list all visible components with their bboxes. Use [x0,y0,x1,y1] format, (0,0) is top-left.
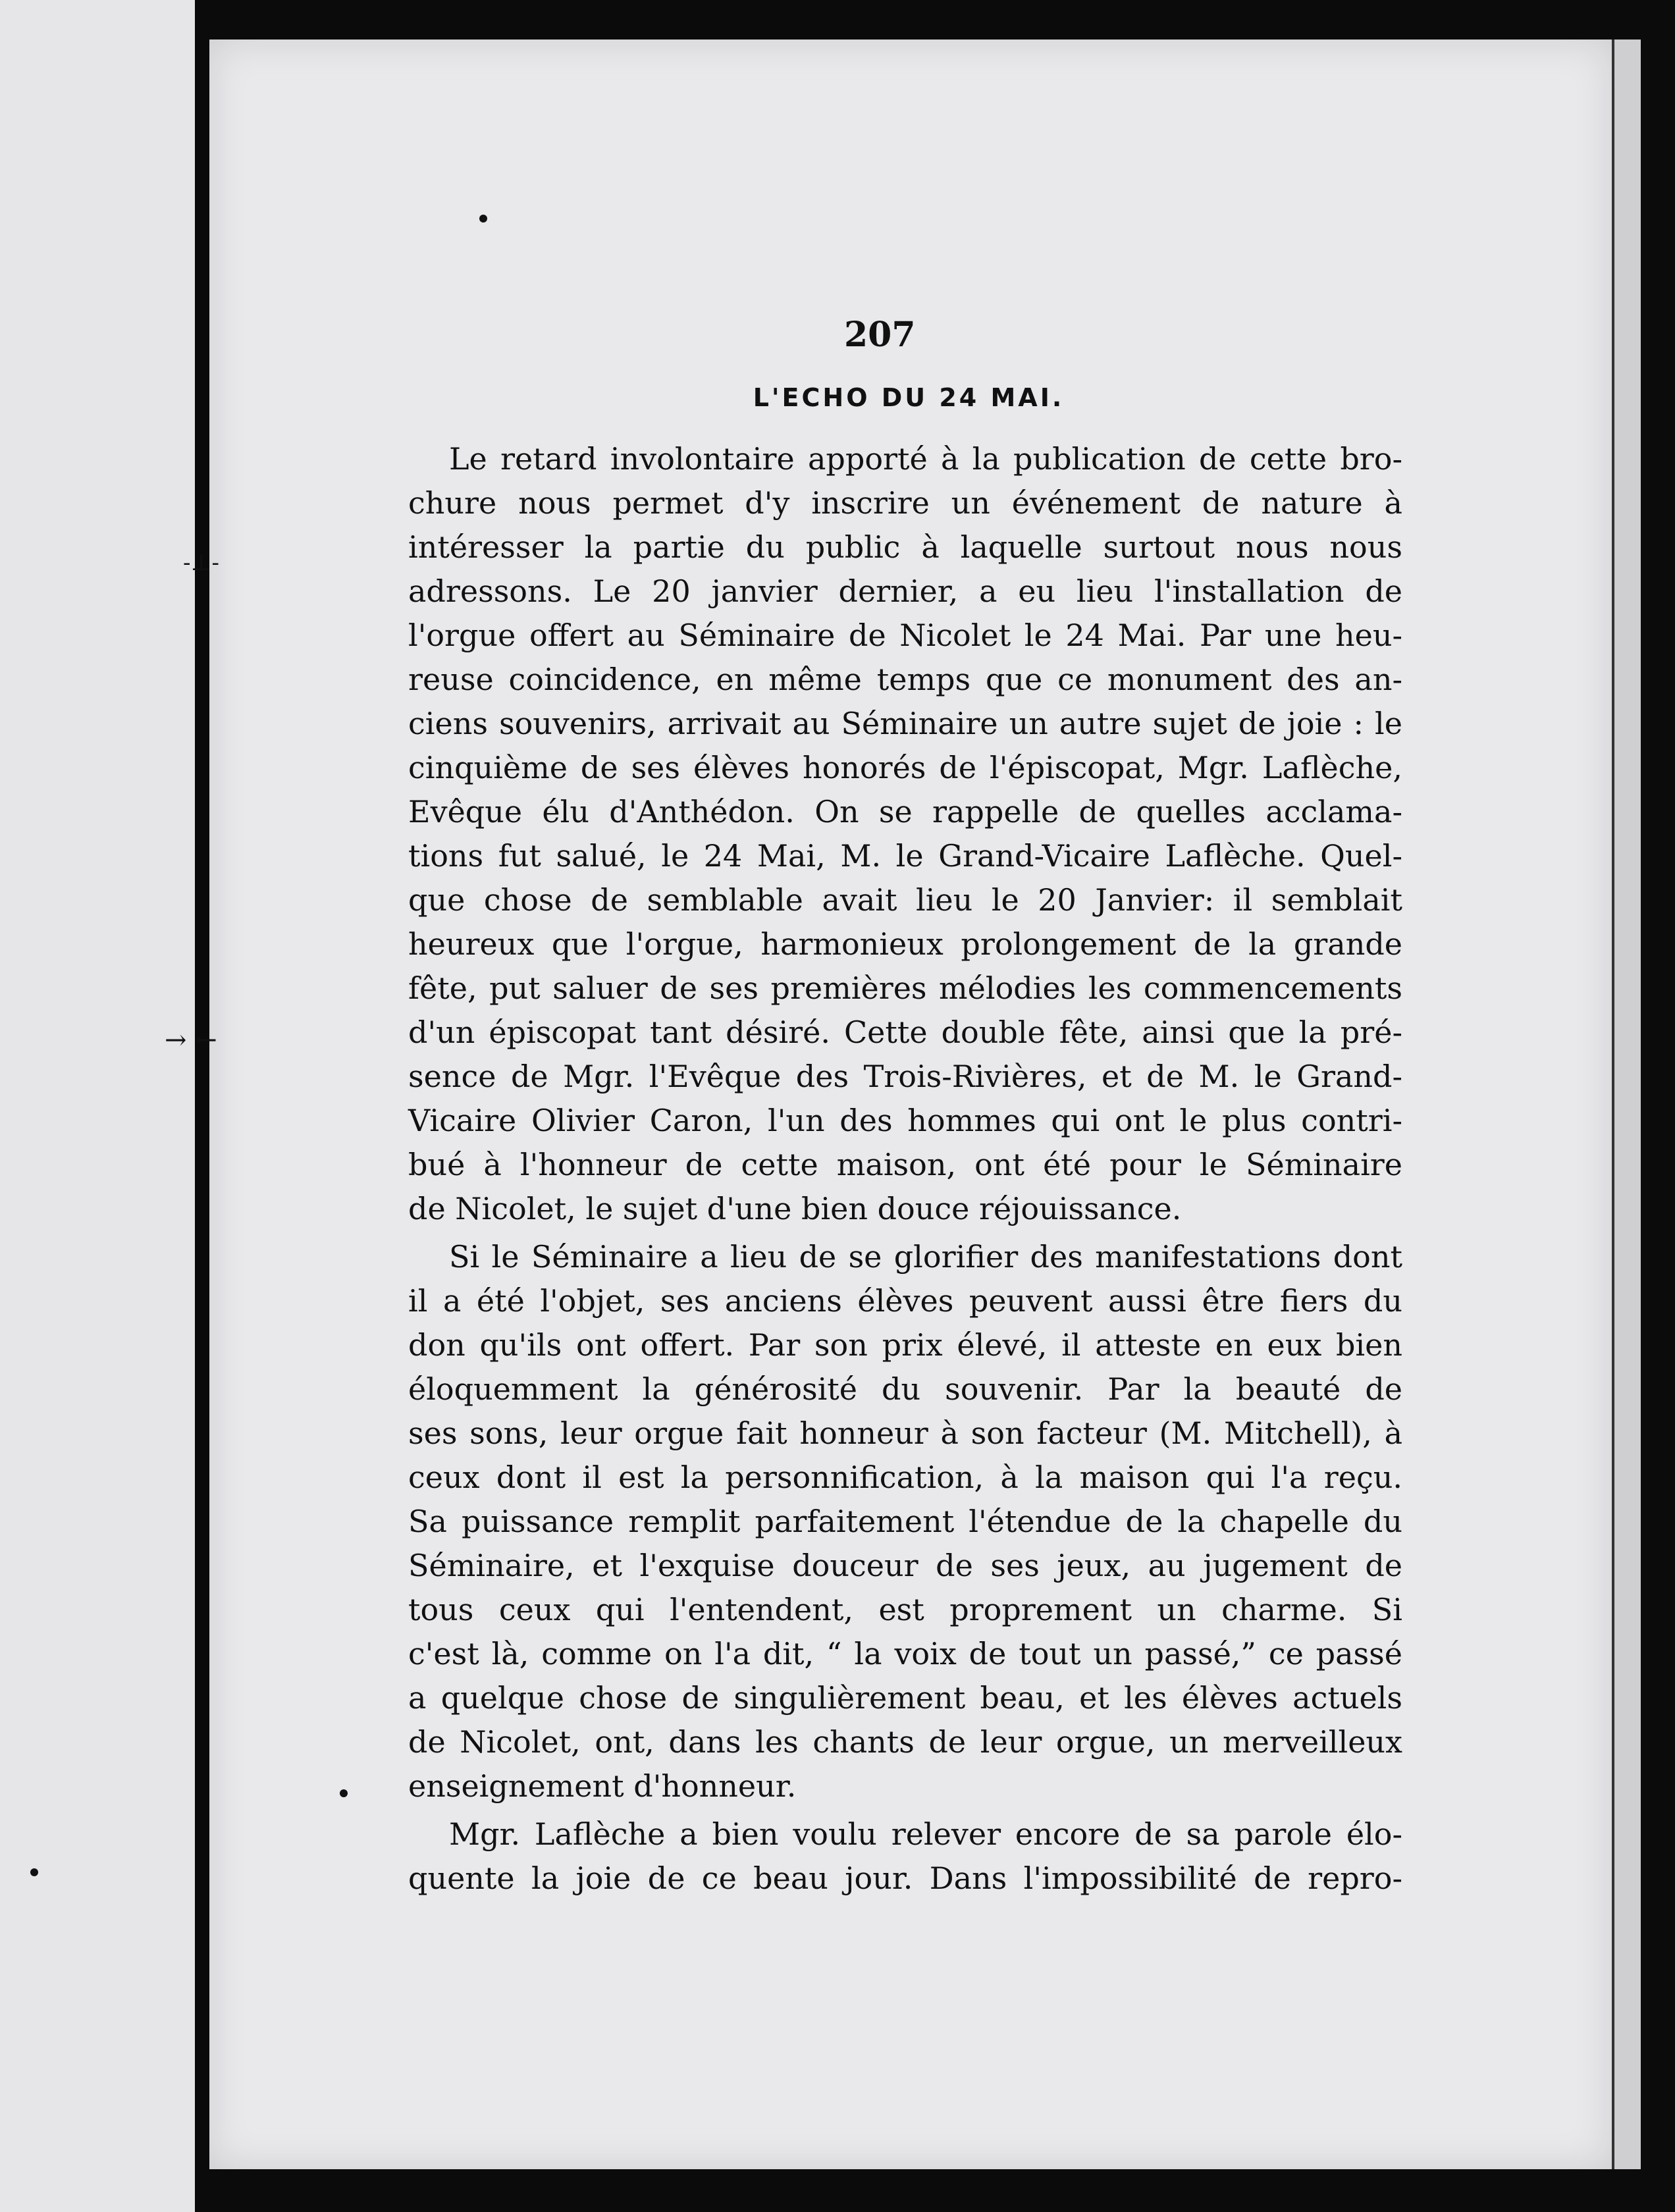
text-line: l'orgue offert au Séminaire de Nicolet le 24 Mai. Par une heu- [408,618,1402,653]
text-line: quente la joie de ce beau jour. Dans l'impossibilité de repro- [408,1860,1402,1896]
text-line: Séminaire, et l'exquise douceur de ses jeux, au jugement de [408,1548,1402,1583]
text-line: cinquième de ses élèves honorés de l'épiscopat, Mgr. Laflèche, [408,750,1402,785]
speck [340,1789,348,1797]
margin-mark-middle: → ← [165,1025,217,1055]
page-right-edge [1612,40,1641,2169]
text-line: il a été l'objet, ses anciens élèves peuvent aussi être fiers du [408,1283,1402,1319]
text-line: intéresser la partie du public à laquelle surtout nous nous [408,529,1402,565]
text-line: ciens souvenirs, arrivait au Séminaire un autre sujet de joie : le [408,706,1402,741]
text-line: tions fut salué, le 24 Mai, M. le Grand-Vicaire Laflèche. Quel- [408,838,1402,874]
facing-page-edge [0,0,198,2212]
text-line: Evêque élu d'Anthédon. On se rappelle de quelles acclama- [408,794,1402,830]
text-line: Le retard involontaire apporté à la publication de cette bro- [449,441,1402,477]
text-line: chure nous permet d'y inscrire un événement de nature à [408,485,1402,521]
text-line: Mgr. Laflèche a bien voulu relever encore de sa parole élo- [449,1816,1402,1852]
text-line: tous ceux qui l'entendent, est proprement un charme. Si [408,1592,1402,1627]
speck [30,1868,38,1876]
text-line: que chose de semblable avait lieu le 20 Janvier: il semblait [408,882,1402,918]
paragraph [408,1235,1402,1808]
text-line: adressons. Le 20 janvier dernier, a eu lieu l'installation de [408,573,1402,609]
paragraph [408,1812,1402,1901]
text-line: c'est là, comme on l'a dit, “ la voix de tout un passé,” ce passé [408,1636,1402,1672]
text-line: enseignement d'honneur. [408,1768,797,1804]
text-line: fête, put saluer de ses premières mélodies les commencements [408,970,1402,1006]
paragraph [408,437,1402,1231]
body-text [408,437,1402,1901]
text-line: Sa puissance remplit parfaitement l'étendue de la chapelle du [408,1504,1402,1539]
margin-mark-upper: -⊥- [183,550,219,576]
text-line: a quelque chose de singulièrement beau, et les élèves actuels [408,1680,1402,1716]
speck [479,215,487,223]
text-line: Vicaire Olivier Caron, l'un des hommes qui ont le plus contri- [408,1103,1402,1138]
gutter-rule [195,0,209,2212]
text-line: heureux que l'orgue, harmonieux prolongement de la grande [408,926,1402,962]
text-line: de Nicolet, ont, dans les chants de leur orgue, un merveilleux [408,1724,1402,1760]
text-line: ses sons, leur orgue fait honneur à son facteur (M. Mitchell), à [408,1415,1402,1451]
text-line: Si le Séminaire a lieu de se glorifier des manifestations dont [449,1239,1402,1275]
text-line: éloquemment la générosité du souvenir. Par la beauté de [408,1371,1402,1407]
text-line: bué à l'honneur de cette maison, ont été pour le Séminaire [408,1147,1402,1182]
text-line: reuse coincidence, en même temps que ce monument des an- [408,662,1402,697]
text-line: d'un épiscopat tant désiré. Cette double fête, ainsi que la pré- [408,1014,1402,1050]
section-heading: L'ECHO DU 24 MAI. [753,383,1065,412]
page-number: 207 [844,315,916,355]
text-line: sence de Mgr. l'Evêque des Trois-Rivières, et de M. le Grand- [408,1059,1402,1094]
text-line: de Nicolet, le sujet d'une bien douce réjouissance. [408,1191,1182,1226]
text-line: ceux dont il est la personnification, à la maison qui l'a reçu. [408,1460,1402,1495]
text-line: don qu'ils ont offert. Par son prix élevé, il atteste en eux bien [408,1327,1402,1363]
